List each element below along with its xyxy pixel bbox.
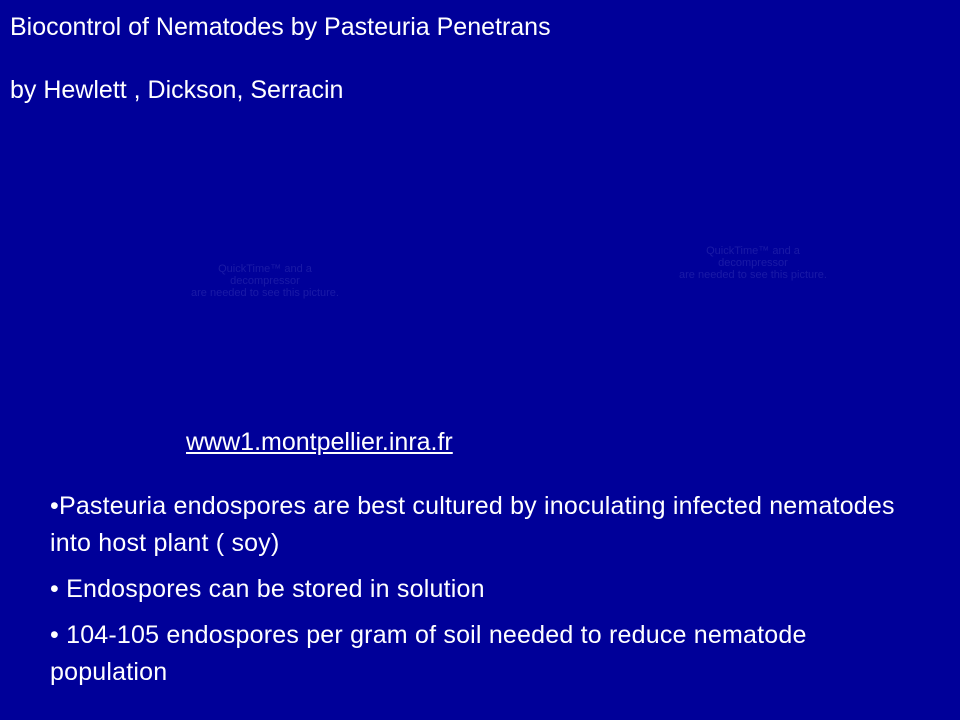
placeholder-line: decompressor (718, 257, 788, 269)
placeholder-line: decompressor (230, 275, 300, 287)
source-link[interactable]: www1.montpellier.inra.fr (186, 428, 453, 456)
placeholder-line: QuickTime™ and a (218, 263, 312, 275)
placeholder-line: are needed to see this picture. (679, 269, 827, 281)
slide-authors: by Hewlett , Dickson, Serracin (10, 76, 344, 104)
slide-title: Biocontrol of Nematodes by Pasteuria Penetrans (10, 13, 551, 41)
bullet-list (50, 488, 920, 700)
bullet-item-culturing: •Pasteuria endospores are best cultured by inoculating infected nematodes into host plant ( soy) (50, 492, 895, 557)
placeholder-line: are needed to see this picture. (191, 287, 339, 299)
bullet-item-storage: • Endospores can be stored in solution (50, 575, 485, 603)
quicktime-placeholder-right (648, 245, 858, 281)
bullet-item-dosage: • 104-105 endospores per gram of soil needed to reduce nematode population (50, 621, 807, 686)
quicktime-placeholder-left (155, 263, 375, 299)
placeholder-line: QuickTime™ and a (706, 245, 800, 257)
